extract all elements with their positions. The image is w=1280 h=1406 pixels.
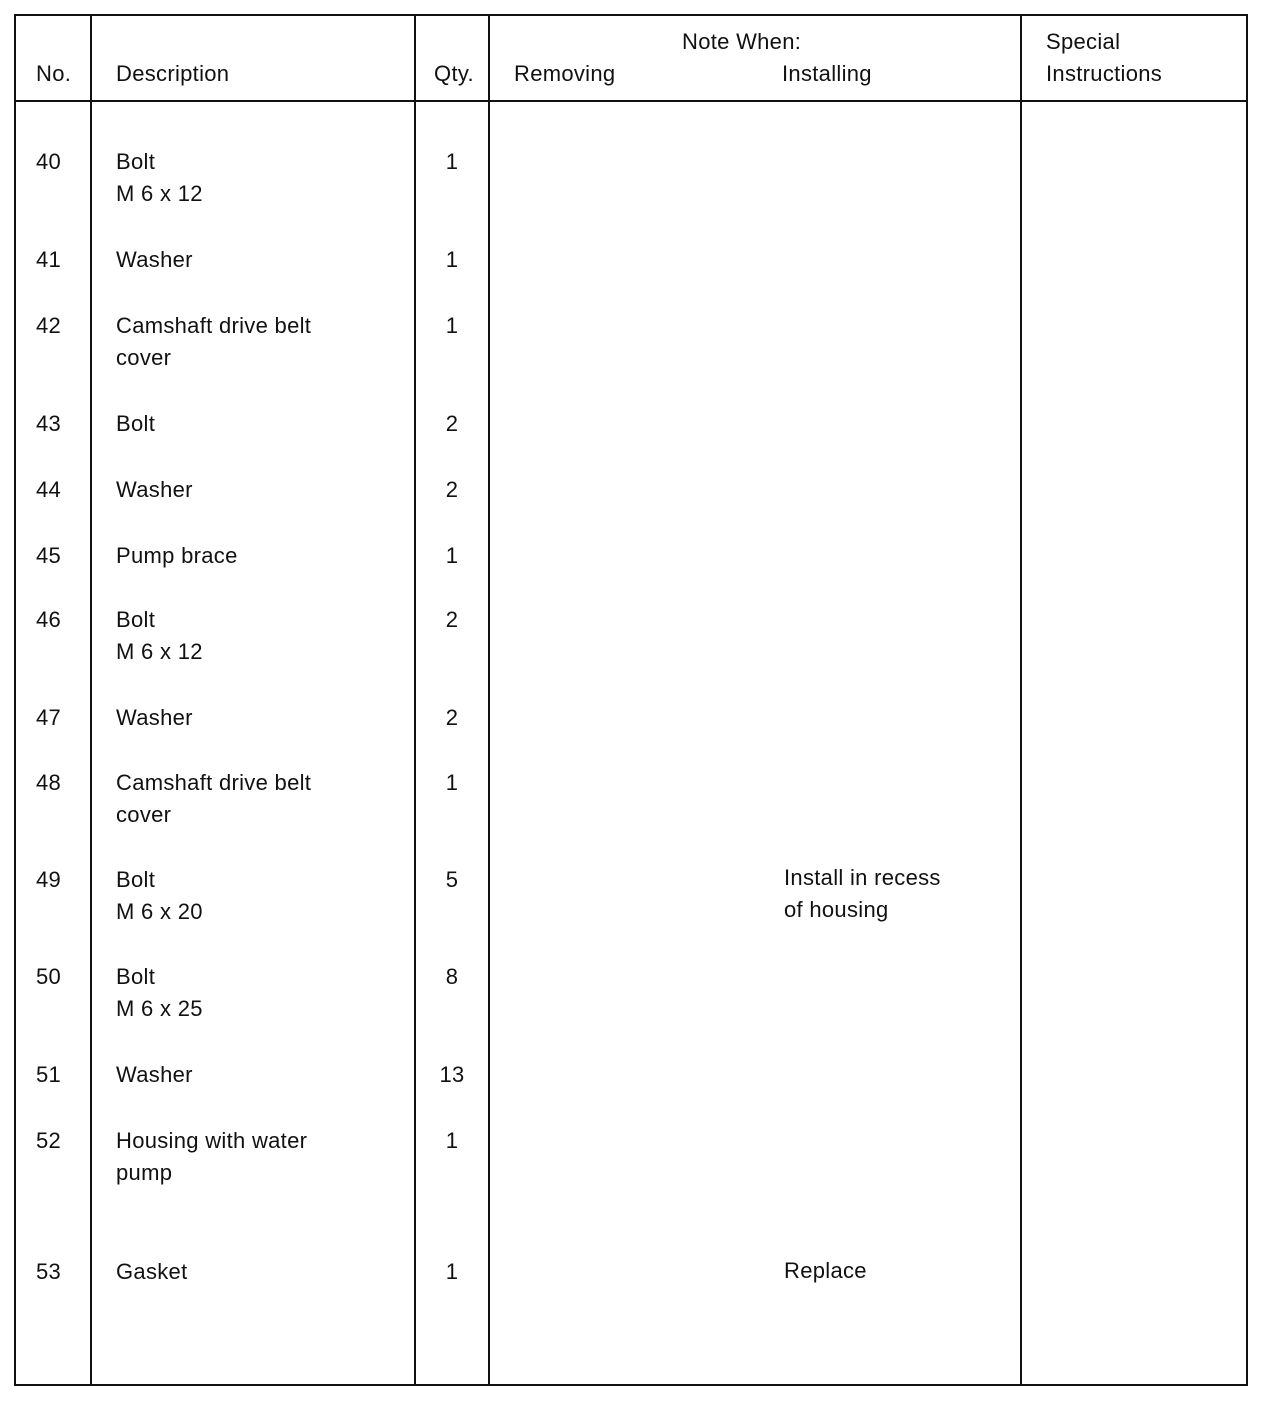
row-qty: 1: [445, 149, 459, 174]
row-description: Washer: [116, 1062, 193, 1087]
header-removing: Removing: [514, 61, 616, 86]
row-qty: 2: [445, 607, 459, 632]
row-no: 46: [36, 607, 62, 632]
row-description: Bolt: [116, 411, 156, 436]
row-description: Gasket: [116, 1259, 188, 1284]
row-qty: 2: [445, 411, 459, 436]
row-installing-note: Install in recess: [784, 865, 941, 890]
row-qty: 1: [445, 313, 459, 338]
row-description: Bolt: [116, 964, 156, 989]
row-no: 42: [36, 313, 62, 338]
row-description-detail: M 6 x 25: [116, 996, 203, 1021]
row-installing-note: Replace: [784, 1258, 867, 1283]
row-no: 45: [36, 543, 62, 568]
row-qty: 1: [445, 770, 459, 795]
row-description: Bolt: [116, 149, 156, 174]
row-installing-note-detail: of housing: [784, 897, 889, 922]
row-no: 43: [36, 411, 62, 436]
row-description-detail: M 6 x 12: [116, 639, 203, 664]
row-description-detail: M 6 x 12: [116, 181, 203, 206]
row-no: 48: [36, 770, 62, 795]
row-qty: 13: [439, 1062, 465, 1087]
row-no: 47: [36, 705, 62, 730]
parts-table: [14, 14, 1248, 1386]
row-qty: 2: [445, 705, 459, 730]
row-qty: 1: [445, 1128, 459, 1153]
header-divider: [16, 100, 1246, 102]
header-installing: Installing: [782, 61, 872, 86]
header-qty: Qty.: [434, 61, 474, 86]
row-qty: 1: [445, 543, 459, 568]
row-no: 53: [36, 1259, 62, 1284]
row-description: Camshaft drive belt: [116, 313, 312, 338]
row-description-detail: cover: [116, 345, 172, 370]
header-special-line2: Instructions: [1046, 61, 1163, 86]
row-no: 40: [36, 149, 62, 174]
row-description: Washer: [116, 247, 193, 272]
row-no: 52: [36, 1128, 62, 1153]
row-no: 51: [36, 1062, 62, 1087]
row-qty: 1: [445, 1259, 459, 1284]
row-description: Camshaft drive belt: [116, 770, 312, 795]
row-description-detail: cover: [116, 802, 172, 827]
column-divider-no: [90, 16, 92, 1384]
row-no: 44: [36, 477, 62, 502]
row-description: Washer: [116, 477, 193, 502]
header-description: Description: [116, 61, 230, 86]
row-no: 50: [36, 964, 62, 989]
row-qty: 2: [445, 477, 459, 502]
row-no: 41: [36, 247, 62, 272]
column-divider-notes: [1020, 16, 1022, 1384]
row-description: Bolt: [116, 867, 156, 892]
row-description: Housing with water: [116, 1128, 308, 1153]
row-qty: 1: [445, 247, 459, 272]
header-no: No.: [36, 61, 72, 86]
row-description: Pump brace: [116, 543, 238, 568]
column-divider-description: [414, 16, 416, 1384]
column-divider-qty: [488, 16, 490, 1384]
row-qty: 8: [445, 964, 459, 989]
row-description-detail: M 6 x 20: [116, 899, 203, 924]
row-qty: 5: [445, 867, 459, 892]
row-description: Bolt: [116, 607, 156, 632]
row-no: 49: [36, 867, 62, 892]
row-description: Washer: [116, 705, 193, 730]
header-note-when: Note When:: [682, 29, 802, 54]
header-special-line1: Special: [1046, 29, 1121, 54]
row-description-detail: pump: [116, 1160, 173, 1185]
